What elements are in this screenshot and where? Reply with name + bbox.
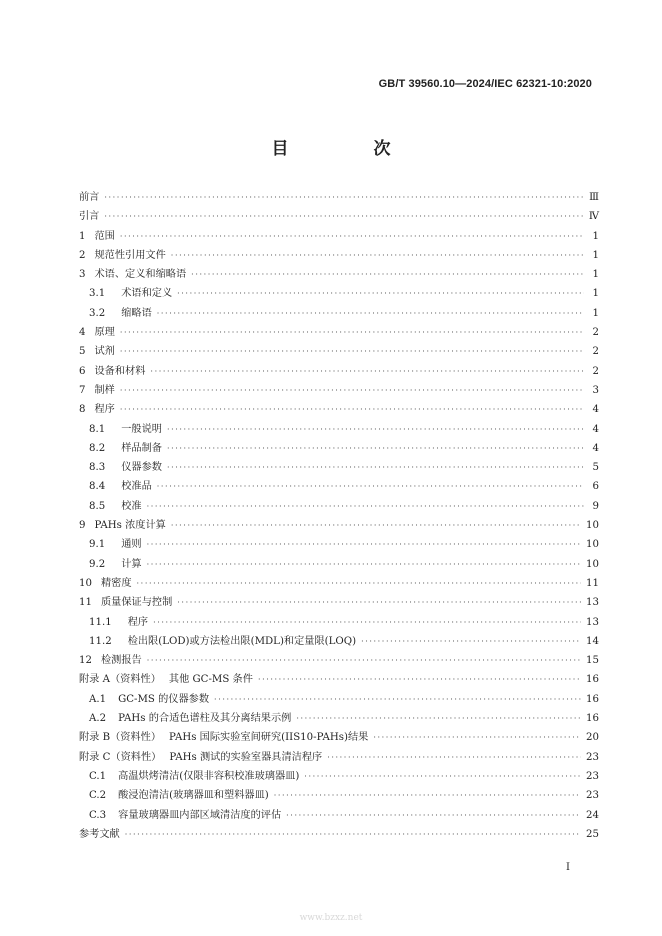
toc-entry-title: 程序 [94, 404, 115, 416]
toc-entry-title: PAHs 测试的实验室器具清洁程序 [169, 751, 323, 763]
toc-entry-number: 12 [79, 655, 92, 667]
toc-entry-title: 其他 GC-MS 条件 [168, 674, 253, 686]
toc-entry-page: 5 [592, 462, 599, 474]
toc-entry-title: 原理 [94, 327, 115, 339]
toc-entry-number: 11.2 [89, 635, 112, 647]
toc-leader-dots [157, 477, 584, 496]
toc-entry-page: 10 [586, 520, 599, 532]
toc-entry-page: 9 [592, 500, 599, 512]
toc-entry[interactable] [79, 748, 599, 767]
toc-entry-title: 检测报告 [100, 655, 142, 667]
toc-entry[interactable] [79, 420, 599, 439]
toc-entry[interactable] [79, 728, 599, 747]
toc-entry-title: 通则 [121, 539, 142, 551]
toc-entry[interactable] [79, 613, 599, 632]
toc-leader-dots [120, 227, 584, 246]
toc-entry-page: 1 [592, 288, 599, 300]
toc-entry-title: PAHs 国际实验室间研究(IIS10-PAHs)结果 [169, 732, 369, 744]
toc-entry[interactable] [79, 690, 599, 709]
toc-entry-title: 设备和材料 [94, 365, 146, 377]
toc-entry-title: 高温烘烤清洁(仅限非容积校准玻璃器皿) [118, 770, 300, 782]
toc-entry-title: 范围 [94, 230, 115, 242]
toc-leader-dots [167, 458, 584, 477]
toc-entry-number: 3.1 [89, 288, 106, 300]
toc-entry-number: 5 [79, 346, 86, 358]
toc-entry-number: 1 [79, 230, 86, 242]
toc-entry[interactable] [79, 670, 599, 689]
toc-leader-dots [296, 709, 581, 728]
toc-leader-dots [286, 806, 581, 825]
toc-leader-dots [167, 420, 584, 439]
toc-entry-title: 术语和定义 [121, 288, 173, 300]
toc-entry-title: 制样 [94, 384, 115, 396]
toc-entry-title: 程序 [127, 616, 149, 628]
toc-entry-number: 7 [79, 384, 86, 396]
toc-leader-dots [304, 767, 581, 786]
standard-code-header: GB/T 39560.10—2024/IEC 62321-10:2020 [378, 78, 592, 90]
toc-entry[interactable] [79, 477, 599, 496]
toc-entry-page: 1 [592, 307, 599, 319]
toc-entry[interactable] [79, 323, 599, 342]
toc-entry[interactable] [79, 458, 599, 477]
toc-entry-title: 样品制备 [121, 442, 162, 454]
toc-entry-number: 9.2 [89, 558, 106, 570]
toc-entry[interactable] [79, 593, 599, 612]
toc-entry-number: 10 [79, 577, 92, 589]
toc-entry-title: 试剂 [94, 346, 115, 358]
toc-leader-dots [177, 593, 581, 612]
toc-leader-dots [147, 497, 584, 516]
toc-entry-page: 13 [586, 597, 599, 609]
toc-entry[interactable] [79, 284, 599, 303]
toc-entry-number: 9.1 [89, 539, 106, 551]
toc-entry-number: 8.2 [89, 442, 106, 454]
toc-leader-dots [171, 516, 581, 535]
toc-entry[interactable] [79, 535, 599, 554]
toc-leader-dots [125, 825, 581, 844]
toc-entry-title: 术语、定义和缩略语 [94, 269, 187, 281]
toc-entry-title: 仪器参数 [121, 462, 162, 474]
toc-entry-title: GC-MS 的仪器参数 [118, 693, 210, 705]
toc-entry-title: 一般说明 [121, 423, 162, 435]
toc-entry-title: 参考文献 [79, 828, 120, 840]
toc-entry-page: 23 [586, 770, 599, 782]
toc-entry-page: 16 [586, 674, 599, 686]
toc-entry-page: 23 [586, 751, 599, 763]
toc-entry-number: 8.4 [89, 481, 106, 493]
toc-entry-page: 4 [592, 423, 599, 435]
toc-entry-number: 2 [79, 249, 86, 261]
toc-entry-title: 检出限(LOD)或方法检出限(MDL)和定量限(LOQ) [127, 635, 357, 647]
toc-entry-number: 8.3 [89, 462, 106, 474]
toc-entry-number: C.1 [89, 770, 107, 782]
table-of-contents [79, 188, 599, 844]
toc-entry-title: 引言 [79, 211, 100, 223]
toc-leader-dots [147, 555, 581, 574]
toc-entry-page: Ⅳ [588, 211, 599, 223]
toc-entry-number: 9 [79, 520, 86, 532]
toc-entry-page: 1 [592, 249, 599, 261]
toc-entry[interactable] [79, 188, 599, 207]
toc-entry-number: C.3 [89, 809, 107, 821]
toc-entry-page: Ⅲ [589, 192, 599, 203]
toc-entry-number: C.2 [89, 790, 107, 802]
toc-entry-number: 8.5 [89, 500, 106, 512]
toc-entry-page: 10 [586, 558, 599, 570]
toc-leader-dots [191, 265, 584, 284]
toc-entry[interactable] [79, 381, 599, 400]
toc-entry[interactable] [79, 400, 599, 419]
toc-leader-dots [373, 728, 581, 747]
toc-leader-dots [361, 632, 581, 651]
toc-leader-dots [214, 690, 581, 709]
toc-leader-dots [150, 362, 584, 381]
toc-entry-number: 附录 C（资料性） [79, 751, 162, 763]
toc-entry-page: 14 [586, 635, 599, 647]
watermark-text: www.bzxz.net [299, 913, 363, 923]
toc-leader-dots [147, 535, 581, 554]
toc-entry[interactable] [79, 767, 599, 786]
toc-entry[interactable] [79, 342, 599, 361]
toc-entry-page: 15 [586, 655, 599, 667]
toc-entry-title: 计算 [121, 558, 142, 570]
toc-entry-number: 11.1 [89, 616, 112, 628]
toc-leader-dots [258, 670, 581, 689]
toc-entry-page: 24 [586, 809, 599, 821]
toc-entry-title: 规范性引用文件 [94, 249, 166, 261]
toc-entry[interactable] [79, 362, 599, 381]
toc-leader-dots [120, 381, 584, 400]
toc-entry-number: 8.1 [89, 423, 106, 435]
toc-entry-page: 1 [592, 230, 599, 242]
toc-entry-title: PAHs 浓度计算 [94, 520, 166, 532]
toc-entry-number: 附录 B（资料性） [79, 732, 162, 744]
toc-entry[interactable] [79, 304, 599, 323]
toc-entry[interactable] [79, 246, 599, 265]
toc-entry[interactable] [79, 786, 599, 805]
toc-entry[interactable] [79, 497, 599, 516]
toc-entry-title: PAHs 的合适色谱柱及其分离结果示例 [118, 713, 292, 725]
toc-entry-number: 附录 A（资料性） [79, 674, 161, 686]
toc-entry-number: 11 [79, 597, 92, 609]
toc-leader-dots [120, 342, 584, 361]
page-number: I [566, 862, 570, 873]
page-title: 目 次 [271, 139, 425, 159]
toc-entry-number: A.2 [89, 713, 107, 725]
toc-entry[interactable] [79, 632, 599, 651]
toc-entry-page: 4 [592, 404, 599, 416]
toc-entry-page: 3 [592, 384, 599, 396]
toc-leader-dots [274, 786, 581, 805]
toc-leader-dots [157, 304, 584, 323]
toc-entry[interactable] [79, 709, 599, 728]
toc-entry[interactable] [79, 806, 599, 825]
toc-entry-page: 16 [586, 713, 599, 725]
toc-leader-dots [137, 574, 582, 593]
toc-leader-dots [177, 284, 584, 303]
toc-entry-title: 质量保证与控制 [100, 597, 173, 609]
toc-entry-number: A.1 [89, 693, 107, 705]
toc-leader-dots [167, 439, 584, 458]
toc-leader-dots [153, 613, 581, 632]
toc-entry[interactable] [79, 651, 599, 670]
toc-entry-title: 校准品 [121, 481, 152, 493]
toc-entry-page: 2 [592, 346, 599, 358]
toc-entry-page: 2 [592, 327, 599, 339]
toc-leader-dots [120, 323, 584, 342]
toc-entry[interactable] [79, 227, 599, 246]
toc-entry[interactable] [79, 439, 599, 458]
toc-entry-page: 11 [586, 577, 599, 589]
toc-entry-page: 13 [586, 616, 599, 628]
toc-entry-title: 校准 [121, 500, 142, 512]
toc-entry-page: 20 [586, 732, 599, 744]
toc-entry-page: 10 [586, 539, 599, 551]
toc-entry-title: 缩略语 [121, 307, 152, 319]
toc-entry-title: 酸浸泡清洁(玻璃器皿和塑料器皿) [118, 790, 269, 802]
toc-entry[interactable] [79, 516, 599, 535]
toc-entry-page: 6 [592, 481, 599, 493]
toc-leader-dots [104, 188, 584, 207]
toc-entry-number: 3 [79, 269, 86, 281]
toc-leader-dots [147, 651, 581, 670]
toc-entry-title: 精密度 [100, 577, 132, 589]
toc-entry[interactable] [79, 825, 599, 844]
toc-entry-number: 4 [79, 327, 86, 339]
toc-entry-number: 6 [79, 365, 86, 377]
toc-entry-page: 2 [592, 365, 599, 377]
toc-leader-dots [104, 207, 583, 226]
toc-leader-dots [120, 400, 584, 419]
toc-entry[interactable] [79, 555, 599, 574]
toc-entry-number: 3.2 [89, 307, 106, 319]
toc-entry-page: 25 [586, 828, 599, 840]
toc-entry-page: 16 [586, 693, 599, 705]
toc-entry-page: 1 [592, 269, 599, 281]
toc-entry[interactable] [79, 265, 599, 284]
toc-entry-page: 4 [592, 442, 599, 454]
toc-entry-page: 23 [586, 790, 599, 802]
toc-entry-number: 8 [79, 404, 86, 416]
toc-entry-title: 容量玻璃器皿内部区域清洁度的评估 [118, 809, 282, 821]
toc-entry[interactable] [79, 574, 599, 593]
toc-entry-title: 前言 [79, 192, 100, 203]
toc-leader-dots [171, 246, 584, 265]
toc-leader-dots [327, 748, 581, 767]
toc-entry[interactable] [79, 207, 599, 226]
